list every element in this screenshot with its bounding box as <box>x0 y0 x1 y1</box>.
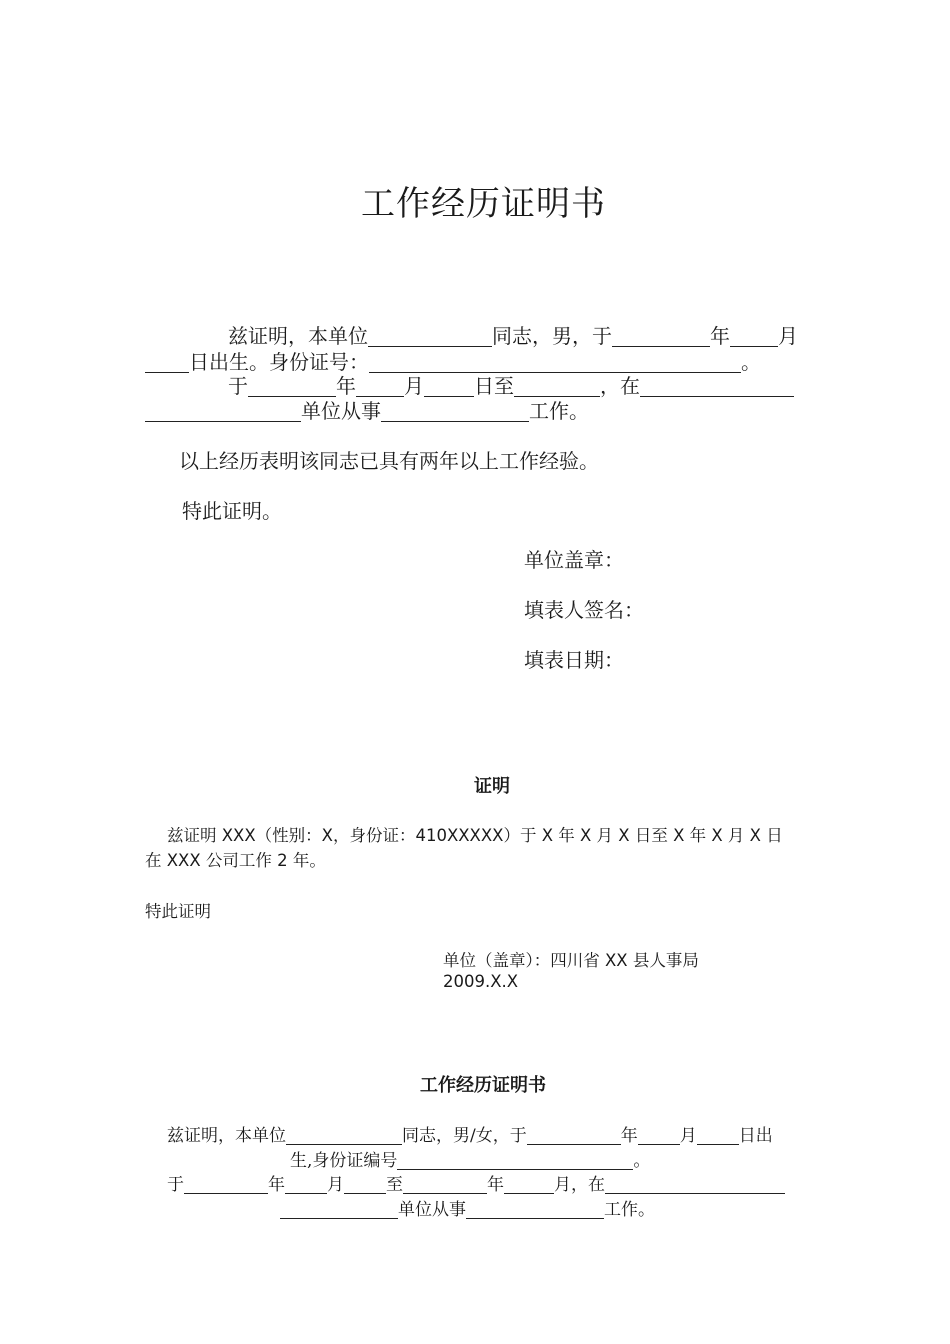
doc1-text: 月 <box>778 324 798 348</box>
month-blank <box>730 326 778 347</box>
certificate-date: 2009.X.X <box>443 972 519 991</box>
document-title-2: 工作经历证明书 <box>420 1075 546 1096</box>
doc3-line-1 <box>167 1121 773 1146</box>
certificate-closing: 特此证明 <box>145 902 211 921</box>
doc1-line-2 <box>145 350 761 375</box>
doc1-line-1 <box>228 324 798 349</box>
doc3-text: 月 <box>327 1175 344 1195</box>
start-day-blank <box>424 376 474 397</box>
signer-label: 填表人签名： <box>524 598 644 622</box>
year-blank <box>612 326 710 347</box>
doc1-text: 工作。 <box>529 399 589 423</box>
doc3-line-3 <box>167 1170 785 1195</box>
doc1-text: 日至 <box>474 374 514 398</box>
end-month-blank <box>504 1176 554 1194</box>
doc1-text: 。 <box>741 350 761 374</box>
id-number-blank <box>397 1152 633 1170</box>
year-blank <box>527 1127 621 1145</box>
job-blank <box>381 401 529 422</box>
id-number-blank <box>369 352 741 373</box>
doc3-line-4 <box>280 1195 655 1220</box>
seal-label: 单位盖章： <box>524 548 624 572</box>
end-year-blank <box>403 1176 487 1194</box>
start-year-blank <box>184 1176 268 1194</box>
document-title: 工作经历证明书 <box>361 184 606 224</box>
doc1-text: 日出生。身份证号： <box>189 350 369 374</box>
doc3-text: 单位从事 <box>398 1200 466 1220</box>
experience-statement: 以上经历表明该同志已具有两年以上工作经验。 <box>179 449 599 473</box>
doc3-text: 于 <box>167 1175 184 1195</box>
doc1-text: ，在 <box>600 374 640 398</box>
doc3-text: 年 <box>620 1126 638 1146</box>
start-month-blank <box>356 376 404 397</box>
doc1-line-3 <box>228 374 794 399</box>
doc1-text: 兹证明，本单位 <box>228 324 368 348</box>
doc1-text: 年 <box>710 324 730 348</box>
certificate-title: 证明 <box>474 776 510 797</box>
doc1-line-4 <box>145 399 589 424</box>
doc1-text: 单位从事 <box>301 399 381 423</box>
doc3-text: 生,身份证编号 <box>290 1151 398 1171</box>
doc3-text: 月 <box>679 1126 697 1146</box>
unit-name-blank <box>286 1127 402 1145</box>
doc1-text: 年 <box>336 374 356 398</box>
doc1-text: 月 <box>404 374 424 398</box>
company-blank <box>605 1176 785 1194</box>
day-blank <box>145 352 189 373</box>
doc3-text: 工作。 <box>604 1200 655 1220</box>
unit-name-blank <box>368 326 492 347</box>
doc3-text: 兹证明，本单位 <box>167 1126 286 1146</box>
start-day-blank <box>344 1176 386 1194</box>
certificate-unit: 单位（盖章）：四川省 XX 县人事局 <box>443 951 699 970</box>
start-year-blank <box>248 376 336 397</box>
doc3-text: 同志，男/女，于 <box>402 1126 527 1146</box>
doc3-line-2 <box>290 1146 650 1171</box>
day-blank <box>697 1127 739 1145</box>
end-date-blank <box>514 376 600 397</box>
job-blank <box>466 1201 604 1219</box>
doc3-text: 月，在 <box>554 1175 605 1195</box>
doc1-text: 同志，男，于 <box>492 324 612 348</box>
date-label: 填表日期： <box>524 648 624 672</box>
start-month-blank <box>285 1176 327 1194</box>
company-blank-cont <box>280 1201 398 1219</box>
certificate-line-1: 兹证明 XXX（性别：X，身份证：410XXXXX）于 X 年 X 月 X 日至 X 年 X 月 X 日 <box>167 826 783 845</box>
doc3-text: 至 <box>386 1175 403 1195</box>
doc3-text: 年 <box>268 1175 285 1195</box>
closing-statement: 特此证明。 <box>182 499 282 523</box>
doc3-text: 日出 <box>738 1126 773 1146</box>
doc1-text: 于 <box>228 374 248 398</box>
doc3-text: 年 <box>487 1175 504 1195</box>
month-blank <box>638 1127 680 1145</box>
company-blank <box>640 376 794 397</box>
company-blank-cont <box>145 401 301 422</box>
certificate-line-2: 在 XXX 公司工作 2 年。 <box>145 851 326 870</box>
doc3-text: 。 <box>633 1151 651 1171</box>
